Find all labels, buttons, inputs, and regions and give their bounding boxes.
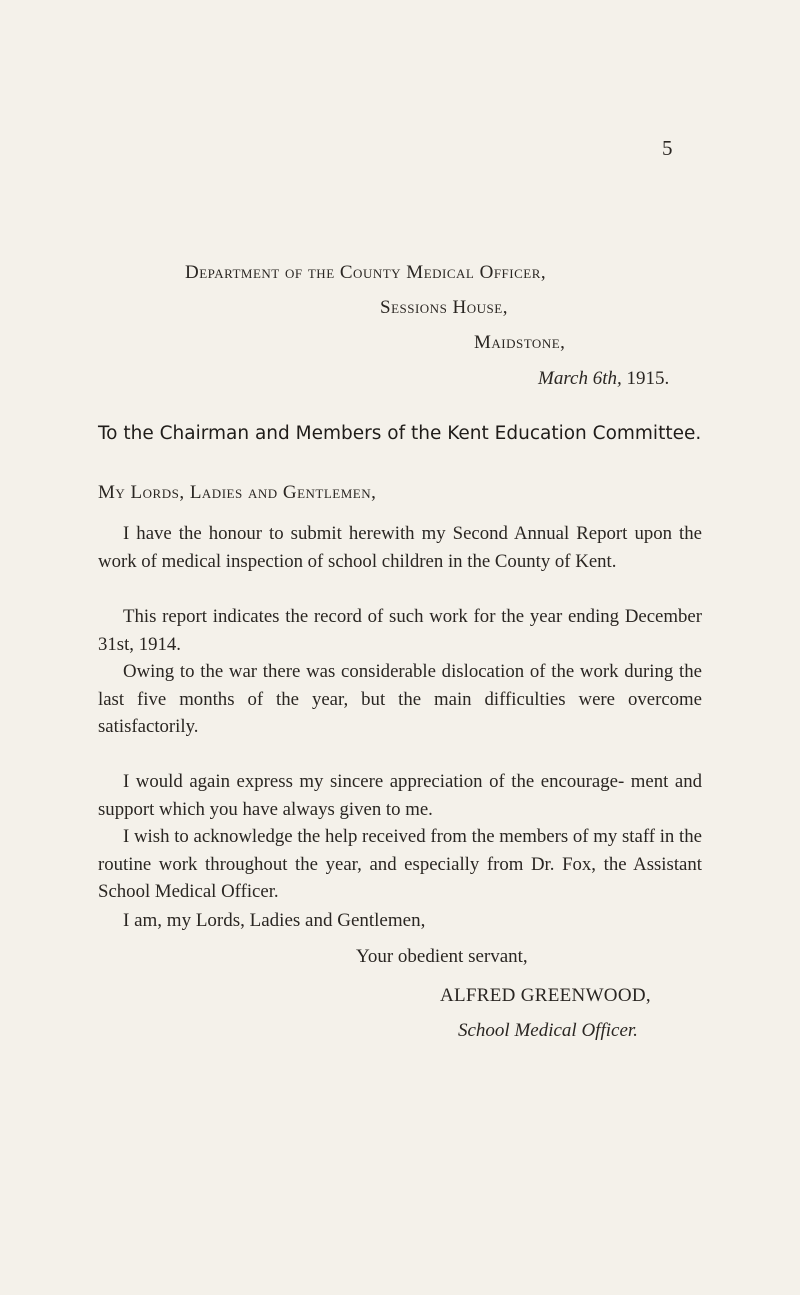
letter-date — [538, 368, 669, 390]
paragraph-report-period: This report indicates the record of such work for the year ending December 31st, 1914. — [98, 606, 702, 655]
date-day: March 6th, — [538, 368, 622, 389]
address-building: Sessions House, — [380, 297, 508, 318]
paragraph-war-dislocation: Owing to the war there was considerable dislocation of the work during the last five months of the year, but the main difficulties were overcome satisfactorily. — [98, 661, 702, 737]
paragraph-acknowledgement: I wish to acknowledge the help received from the members of my staff in the routine work throughout the year, and especially from Dr. Fox, the Assistant School Medical Officer. — [98, 826, 702, 902]
signatory-name: ALFRED GREENWOOD, — [440, 985, 651, 1006]
address-department: Department of the County Medical Officer, — [185, 262, 547, 283]
paragraph-appreciation: I would again express my sincere appreciation of the encourage- ment and support which you have always given to me. — [98, 771, 702, 820]
address-town: Maidstone, — [474, 332, 566, 353]
date-year: 1915. — [626, 368, 670, 389]
closing-address: I am, my Lords, Ladies and Gentlemen, — [123, 910, 426, 931]
signatory-title: School Medical Officer. — [458, 1020, 638, 1041]
addressee-heading: To the Chairman and Members of the Kent Education Committee. — [98, 423, 702, 444]
paragraph-report-submission: I have the honour to submit herewith my Second Annual Report upon the work of medical inspection of school children in the County of Kent. — [98, 523, 702, 572]
page-number: 5 — [662, 136, 673, 160]
salutation: My Lords, Ladies and Gentlemen, — [98, 482, 377, 503]
closing-valediction: Your obedient servant, — [356, 946, 528, 967]
